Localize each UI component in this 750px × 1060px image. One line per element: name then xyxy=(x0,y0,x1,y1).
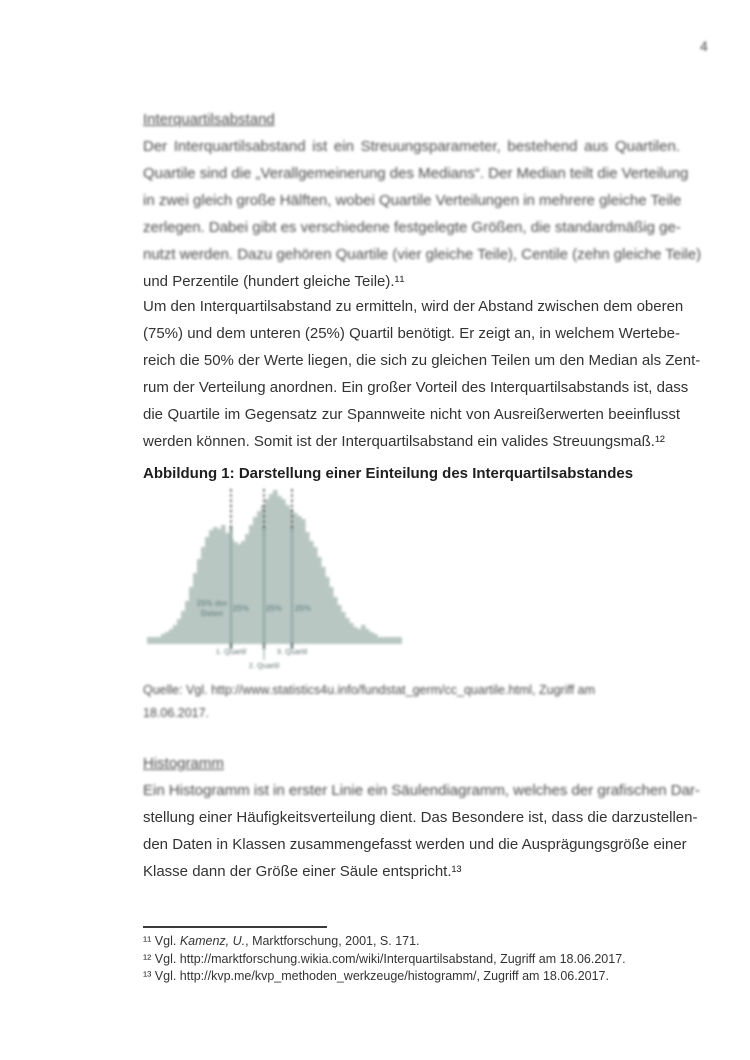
text-line: zerlegen. Dabei gibt es verschiedene festgelegte Größen, die standardmäßig ge- xyxy=(143,219,681,236)
paragraph-iqr xyxy=(143,293,701,455)
text-line: in zwei gleich große Hälften, wobei Quartile Verteilungen in mehrere gleiche Teile xyxy=(143,192,682,209)
text-line: Ein Histogramm ist in erster Linie ein Säulendiagramm, welches der grafischen Dar- xyxy=(143,782,700,799)
footnote-13: ¹³ Vgl. http://kvp.me/kvp_methoden_werkzeuge/histogramm/, Zugriff am 18.06.2017. xyxy=(143,969,609,983)
text-line: stellung einer Häufigkeitsverteilung dient. Das Besondere ist, dass die darzustellen- xyxy=(143,809,698,826)
svg-text:25% der: 25% der xyxy=(196,599,228,608)
section-interquartilsabstand xyxy=(143,106,702,295)
footnote-12: ¹² Vgl. http://marktforschung.wikia.com/wiki/Interquartilsabstand, Zugriff am 18.06.2017. xyxy=(143,951,626,966)
footnote-text: ¹¹ Vgl. xyxy=(143,934,180,948)
page-number: 4 xyxy=(700,38,708,54)
svg-text:25%: 25% xyxy=(265,604,283,613)
figure-source xyxy=(143,679,680,725)
footnote-author: Kamenz, U. xyxy=(179,934,246,948)
text-line: und Perzentile (hundert gleiche Teile).¹¹ xyxy=(143,273,405,290)
heading-histogramm: Histogramm xyxy=(143,755,224,772)
footnote-separator xyxy=(143,926,327,928)
text-line: Klasse dann der Größe einer Säule entspricht.¹³ xyxy=(143,863,462,880)
text-line: den Daten in Klassen zusammengefasst werden und die Ausprägungsgröße einer xyxy=(143,836,687,853)
svg-text:1. Quartil: 1. Quartil xyxy=(215,647,247,656)
text-line: 18.06.2017. xyxy=(143,706,210,720)
svg-text:2. Quartil: 2. Quartil xyxy=(248,661,280,670)
text-line: Quartile sind die „Verallgemeinerung des Medians“. Der Median teilt die Verteilung xyxy=(143,165,689,182)
text-line: (75%) und dem unteren (25%) Quartil benötigt. Er zeigt an, in welchem Wertebe- xyxy=(143,325,680,342)
footnote-text: , Marktforschung, 2001, S. 171. xyxy=(245,934,420,948)
text-line: Quelle: Vgl. http://www.statistics4u.info/fundstat_germ/cc_quartile.html, Zugriff am xyxy=(143,683,596,697)
text-line: werden können. Somit ist der Interquartilsabstand ein valides Streuungsmaß.¹² xyxy=(143,433,665,450)
figure-caption: Abbildung 1: Darstellung einer Einteilung des Interquartilsabstandes xyxy=(143,465,634,482)
text-line: die Quartile im Gegensatz zur Spannweite nicht von Ausreißerwerten beeinflusst xyxy=(143,406,680,423)
text-line: reich die 50% der Werte liegen, die sich zu gleichen Teilen um den Median als Zent- xyxy=(143,352,701,369)
text-line: rum der Verteilung anordnen. Ein großer Vorteil des Interquartilsabstands ist, dass xyxy=(143,379,689,396)
section-histogramm xyxy=(143,750,700,885)
svg-text:3. Quartil: 3. Quartil xyxy=(276,647,308,656)
heading-interquartilsabstand: Interquartilsabstand xyxy=(143,111,275,128)
svg-text:Daten: Daten xyxy=(200,609,224,618)
text-line: nutzt werden. Dazu gehören Quartile (vier gleiche Teile), Centile (zehn gleiche Teile) xyxy=(143,246,702,263)
footnote-11 xyxy=(143,933,703,951)
footnotes xyxy=(143,933,703,986)
figure-image xyxy=(145,487,425,679)
text-line: Der Interquartilsabstand ist ein Streuungsparameter, bestehend aus Quartilen. xyxy=(143,138,680,155)
svg-text:25%: 25% xyxy=(232,604,250,613)
figure-histogram xyxy=(145,487,425,679)
text-line: Um den Interquartilsabstand zu ermitteln, wird der Abstand zwischen dem oberen xyxy=(143,298,684,315)
svg-text:25%: 25% xyxy=(294,604,312,613)
